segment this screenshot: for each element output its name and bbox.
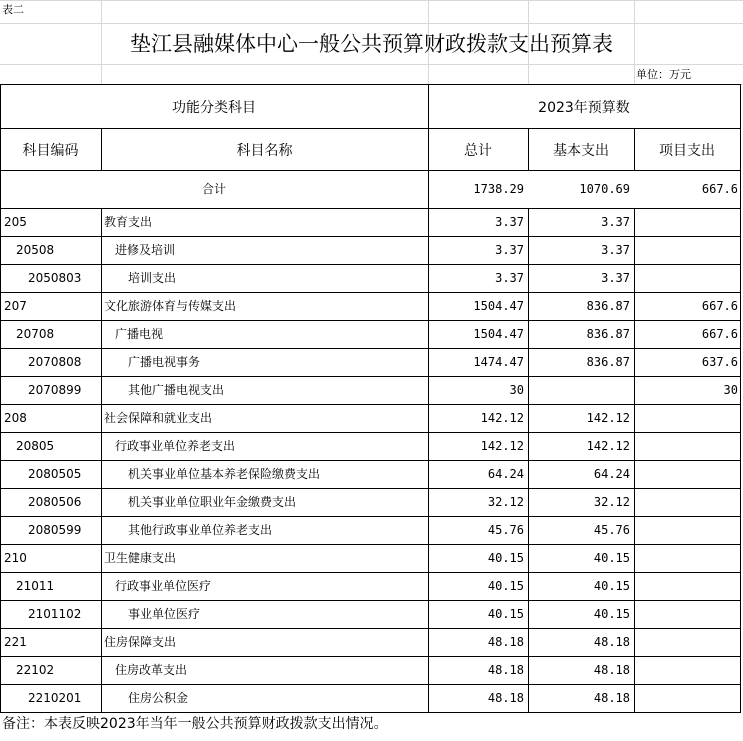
sheet-gridline bbox=[0, 64, 743, 65]
amount-project bbox=[634, 572, 738, 600]
amount-total: 40.15 bbox=[487, 607, 524, 621]
sheet-tag: 表二 bbox=[2, 3, 24, 16]
table-border-right bbox=[740, 84, 741, 712]
subject-name: 事业单位医疗 bbox=[128, 607, 201, 621]
amount-basic: 836.87 bbox=[586, 299, 630, 313]
subject-code: 207 bbox=[4, 299, 27, 313]
amount-basic: 64.24 bbox=[593, 467, 630, 481]
amount-project bbox=[634, 628, 738, 656]
subject-name: 机关事业单位基本养老保险缴费支出 bbox=[128, 467, 321, 481]
amount-total: 1474.47 bbox=[473, 355, 524, 369]
header-code: 科目编码 bbox=[22, 143, 79, 159]
amount-total: 142.12 bbox=[480, 439, 524, 453]
total-row-total: 1738.29 bbox=[473, 182, 524, 196]
amount-total: 48.18 bbox=[487, 663, 524, 677]
subject-name: 进修及培训 bbox=[115, 243, 176, 257]
amount-project bbox=[634, 488, 738, 516]
amount-project bbox=[634, 404, 738, 432]
subject-name: 广播电视事务 bbox=[128, 355, 201, 369]
subject-code: 2080506 bbox=[28, 495, 82, 509]
subject-code: 2050803 bbox=[28, 271, 82, 285]
subject-name: 住房改革支出 bbox=[115, 663, 188, 677]
subject-code: 22102 bbox=[16, 663, 55, 677]
subject-code: 2080505 bbox=[28, 467, 82, 481]
amount-project bbox=[634, 656, 738, 684]
amount-basic: 48.18 bbox=[593, 635, 630, 649]
sheet-gridline bbox=[0, 23, 743, 24]
amount-basic: 40.15 bbox=[593, 607, 630, 621]
amount-basic: 3.37 bbox=[601, 271, 630, 285]
amount-project bbox=[634, 264, 738, 292]
subject-name: 卫生健康支出 bbox=[104, 551, 177, 565]
amount-total: 40.15 bbox=[487, 551, 524, 565]
amount-basic: 3.37 bbox=[601, 243, 630, 257]
amount-project bbox=[634, 684, 738, 712]
amount-basic: 40.15 bbox=[593, 551, 630, 565]
amount-total: 48.18 bbox=[487, 691, 524, 705]
subject-name: 行政事业单位医疗 bbox=[115, 579, 212, 593]
total-row-project: 667.6 bbox=[701, 182, 738, 196]
amount-project bbox=[634, 516, 738, 544]
amount-total: 48.18 bbox=[487, 635, 524, 649]
subject-code: 2210201 bbox=[28, 691, 82, 705]
table-border bbox=[0, 170, 741, 171]
amount-basic: 142.12 bbox=[586, 411, 630, 425]
subject-name: 住房公积金 bbox=[128, 691, 189, 705]
amount-basic: 836.87 bbox=[586, 327, 630, 341]
amount-basic: 48.18 bbox=[593, 691, 630, 705]
subject-name: 其他广播电视支出 bbox=[128, 383, 225, 397]
header-basic: 基本支出 bbox=[553, 143, 609, 159]
amount-total: 3.37 bbox=[495, 215, 524, 229]
subject-code: 21011 bbox=[16, 579, 55, 593]
header-name: 科目名称 bbox=[236, 143, 293, 159]
amount-total: 3.37 bbox=[495, 243, 524, 257]
amount-total: 32.12 bbox=[487, 495, 524, 509]
amount-project: 637.6 bbox=[701, 355, 738, 369]
subject-code: 221 bbox=[4, 635, 27, 649]
subject-name: 培训支出 bbox=[128, 271, 177, 285]
amount-total: 64.24 bbox=[487, 467, 524, 481]
header-func-category: 功能分类科目 bbox=[172, 100, 256, 116]
amount-total: 40.15 bbox=[487, 579, 524, 593]
subject-code: 2101102 bbox=[28, 607, 82, 621]
amount-project: 667.6 bbox=[701, 299, 738, 313]
subject-code: 2070808 bbox=[28, 355, 82, 369]
amount-basic bbox=[528, 376, 630, 404]
sheet-gridline bbox=[0, 0, 743, 1]
subject-name: 住房保障支出 bbox=[104, 635, 177, 649]
subject-code: 20508 bbox=[16, 243, 55, 257]
amount-basic: 48.18 bbox=[593, 663, 630, 677]
amount-project bbox=[634, 236, 738, 264]
header-budget-year: 2023年预算数 bbox=[538, 100, 630, 116]
subject-name: 其他行政事业单位养老支出 bbox=[128, 523, 273, 537]
subject-code: 20805 bbox=[16, 439, 55, 453]
subject-code: 2070899 bbox=[28, 383, 82, 397]
subject-name: 社会保障和就业支出 bbox=[104, 411, 213, 425]
amount-total: 30 bbox=[509, 383, 524, 397]
amount-total: 1504.47 bbox=[473, 327, 524, 341]
subject-name: 机关事业单位职业年金缴费支出 bbox=[128, 495, 297, 509]
amount-project bbox=[634, 460, 738, 488]
header-total: 总计 bbox=[464, 143, 492, 159]
amount-project: 30 bbox=[723, 383, 738, 397]
footnote: 备注：本表反映2023年当年一般公共预算财政拨款支出情况。 bbox=[2, 716, 388, 732]
subject-code: 210 bbox=[4, 551, 27, 565]
amount-project bbox=[634, 544, 738, 572]
subject-name: 广播电视 bbox=[115, 327, 164, 341]
table-border bbox=[0, 128, 741, 129]
amount-project bbox=[634, 600, 738, 628]
page-title: 垫江县融媒体中心一般公共预算财政拨款支出预算表 bbox=[130, 32, 613, 56]
amount-total: 142.12 bbox=[480, 411, 524, 425]
amount-basic: 142.12 bbox=[586, 439, 630, 453]
amount-basic: 32.12 bbox=[593, 495, 630, 509]
subject-name: 行政事业单位养老支出 bbox=[115, 439, 236, 453]
amount-total: 45.76 bbox=[487, 523, 524, 537]
total-row-basic: 1070.69 bbox=[579, 182, 630, 196]
subject-code: 208 bbox=[4, 411, 27, 425]
amount-total: 3.37 bbox=[495, 271, 524, 285]
row-border bbox=[0, 712, 741, 713]
amount-total: 1504.47 bbox=[473, 299, 524, 313]
header-project: 项目支出 bbox=[659, 143, 715, 159]
table-border-top bbox=[0, 84, 741, 85]
amount-basic: 3.37 bbox=[601, 215, 630, 229]
amount-basic: 40.15 bbox=[593, 579, 630, 593]
amount-basic: 45.76 bbox=[593, 523, 630, 537]
subject-code: 205 bbox=[4, 215, 27, 229]
amount-project: 667.6 bbox=[701, 327, 738, 341]
amount-basic: 836.87 bbox=[586, 355, 630, 369]
subject-name: 文化旅游体育与传媒支出 bbox=[104, 299, 237, 313]
subject-code: 20708 bbox=[16, 327, 55, 341]
subject-name: 教育支出 bbox=[104, 215, 153, 229]
amount-project bbox=[634, 432, 738, 460]
amount-project bbox=[634, 208, 738, 236]
total-row-label: 合计 bbox=[201, 182, 226, 196]
subject-code: 2080599 bbox=[28, 523, 82, 537]
unit-label: 单位：万元 bbox=[636, 68, 691, 81]
